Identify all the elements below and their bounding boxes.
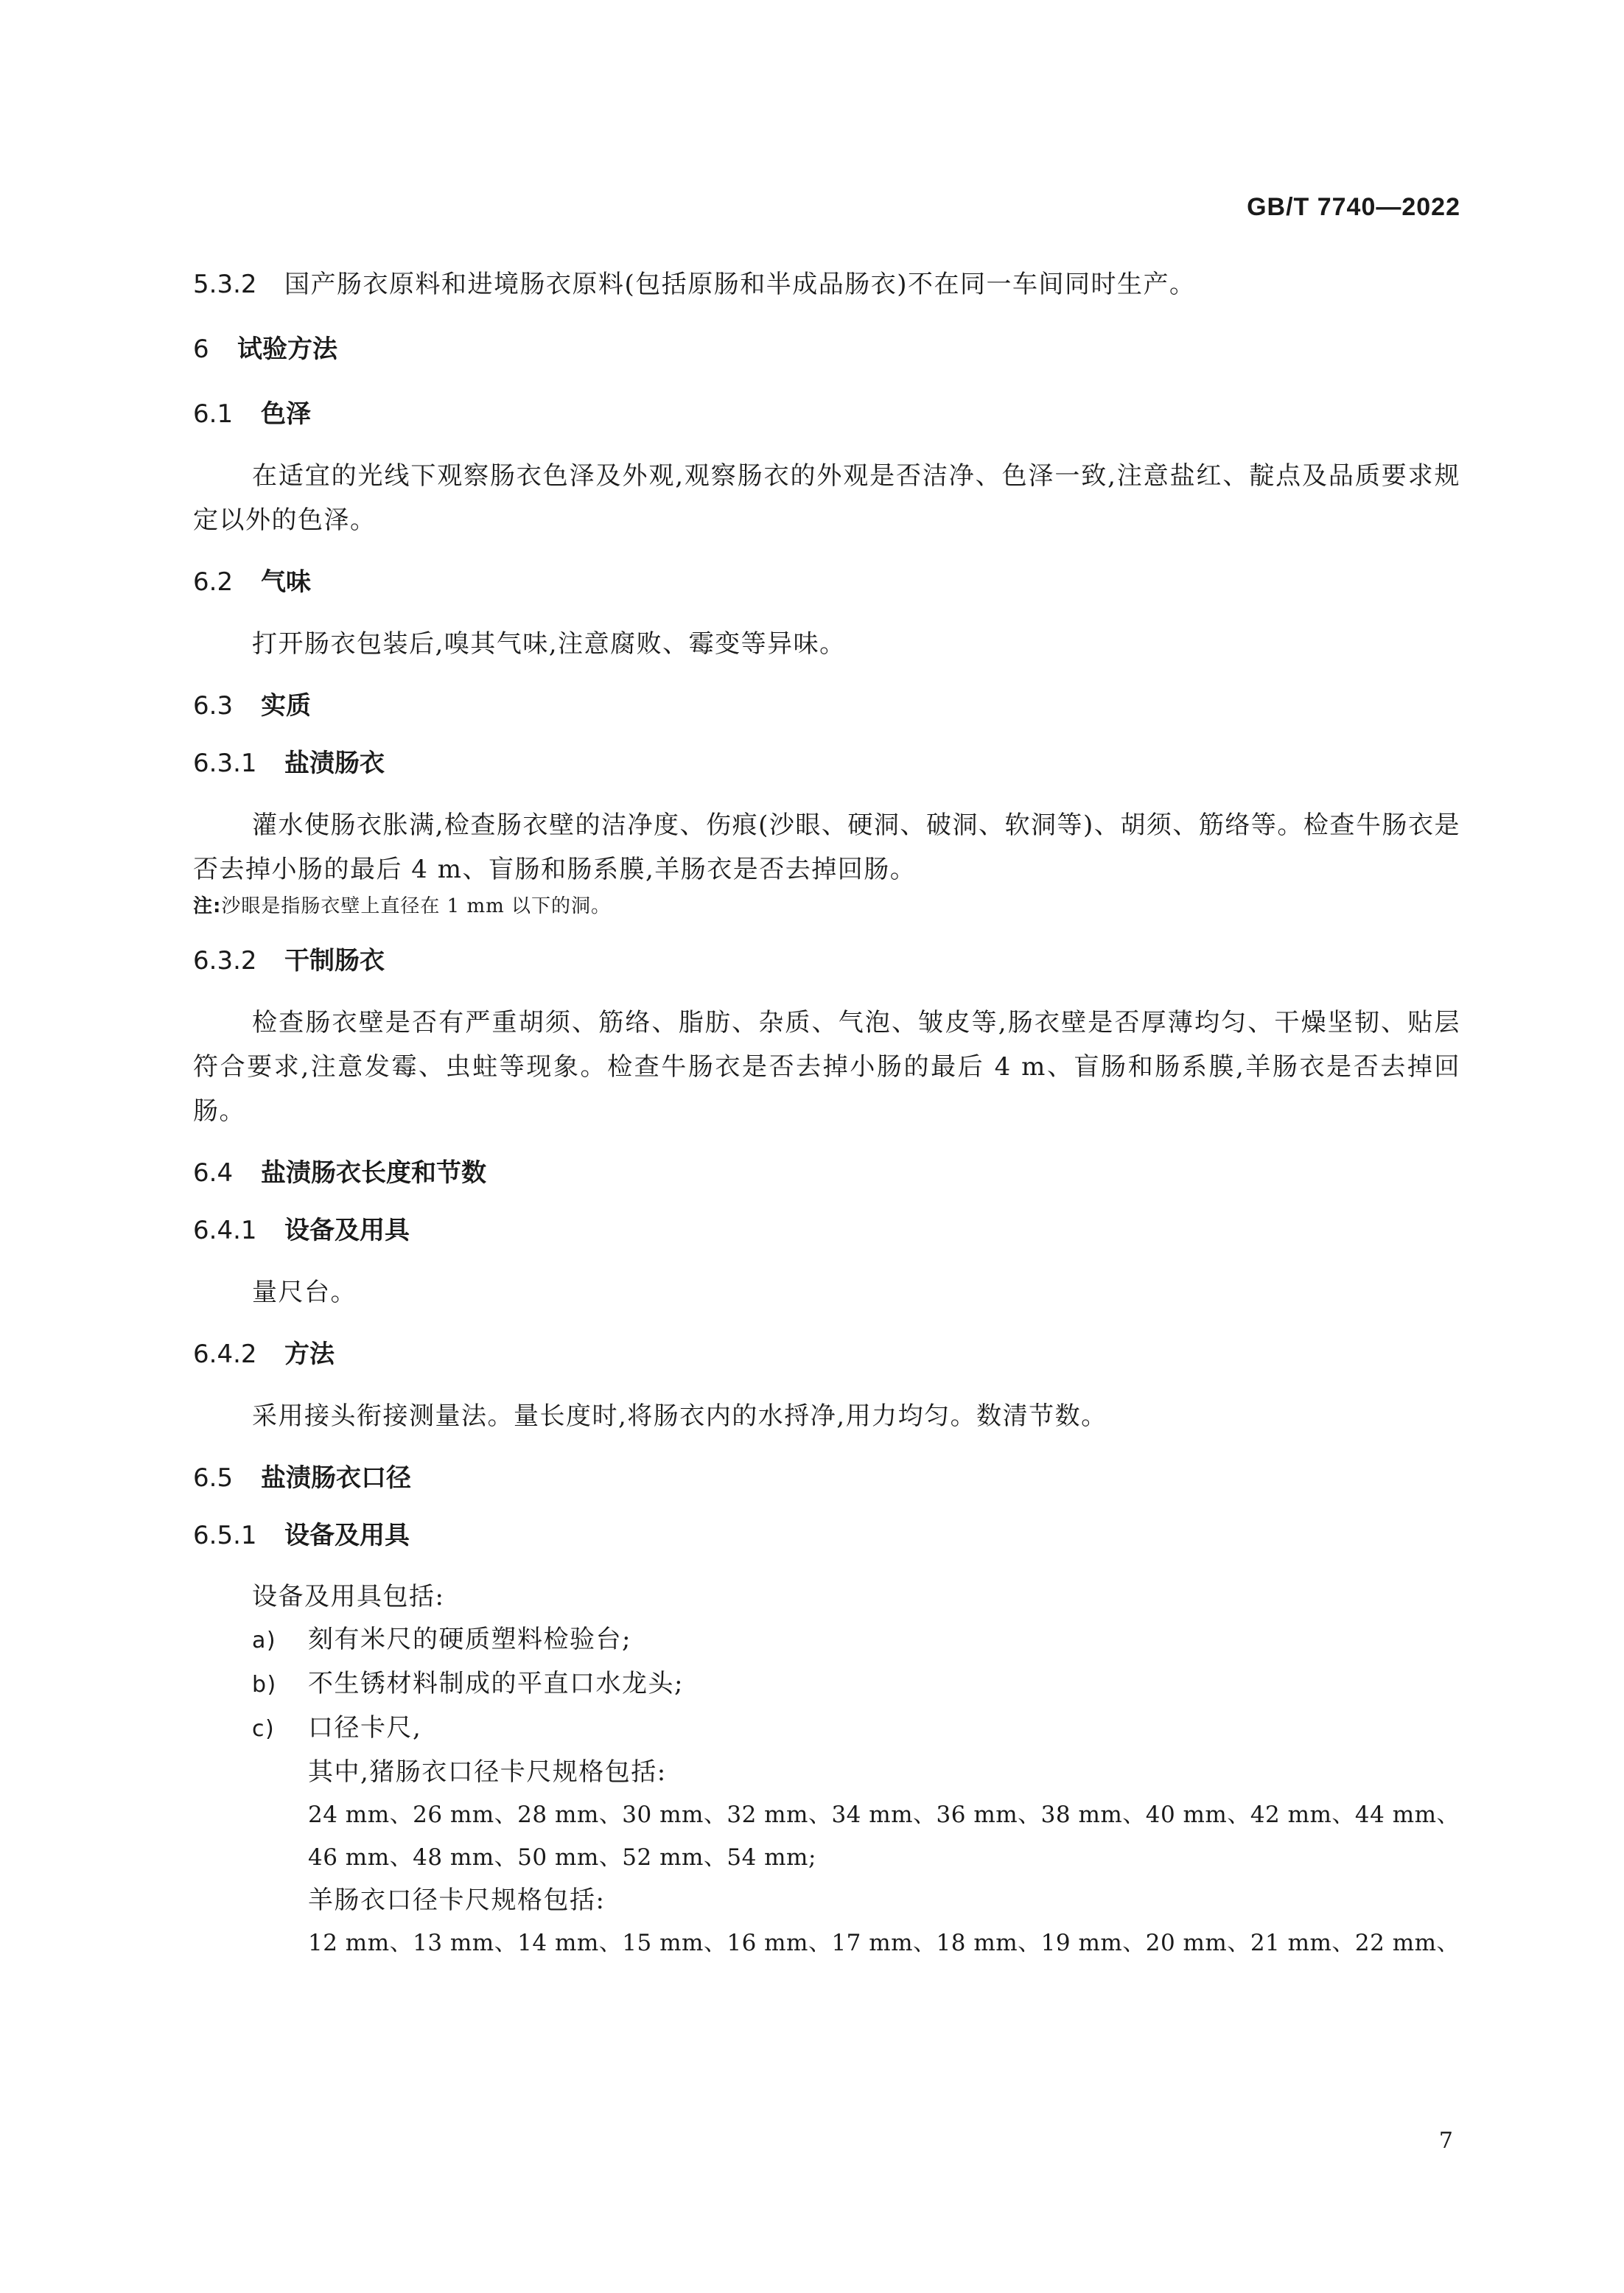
list-item bbox=[193, 1662, 1460, 1706]
pig-specs-line-1: 24 mm、26 mm、28 mm、30 mm、32 mm、34 mm、36 mm、38 mm、40 mm、42 mm、44 mm、 bbox=[308, 1802, 1460, 1828]
heading-number: 6 bbox=[193, 335, 209, 364]
section-5-3-2 bbox=[193, 267, 1460, 302]
heading-6-4-1 bbox=[193, 1213, 1460, 1248]
paragraph-6-4-2: 采用接头衔接测量法。量长度时,将肠衣内的水捋净,用力均匀。数清节数。 bbox=[252, 1401, 1107, 1431]
heading-number: 6.4.2 bbox=[193, 1340, 257, 1369]
standard-code: GB/T 7740—2022 bbox=[1247, 193, 1460, 221]
list-marker: c) bbox=[252, 1716, 276, 1742]
heading-number: 6.5 bbox=[193, 1463, 234, 1493]
heading-title: 设备及用具 bbox=[284, 1521, 410, 1550]
heading-6-3-2 bbox=[193, 943, 1460, 979]
sheep-specs-intro: 羊肠衣口径卡尺规格包括: bbox=[308, 1886, 606, 1915]
list-marker: a) bbox=[252, 1628, 277, 1653]
heading-6-1 bbox=[193, 396, 1460, 432]
paragraph-6-3-2: 检查肠衣壁是否有严重胡须、筋络、脂肪、杂质、气泡、皱皮等,肠衣壁是否厚薄均匀、干燥坚韧、贴层符合要求,注意发霉、虫蛀等现象。检查牛肠衣是否去掉小肠的最后 4 m、盲肠和肠系膜,羊肠衣是否去掉回肠。 bbox=[193, 1008, 1460, 1126]
heading-title: 设备及用具 bbox=[284, 1216, 410, 1245]
heading-number: 6.3 bbox=[193, 691, 234, 721]
heading-title: 方法 bbox=[284, 1340, 335, 1369]
pig-specs-line-2: 46 mm、48 mm、50 mm、52 mm、54 mm; bbox=[308, 1844, 816, 1871]
heading-6-4-2 bbox=[193, 1337, 1460, 1372]
heading-6-5-1 bbox=[193, 1518, 1460, 1553]
heading-title: 盐渍肠衣长度和节数 bbox=[261, 1158, 486, 1188]
note-label: 注: bbox=[193, 895, 222, 917]
paragraph-6-1: 在适宜的光线下观察肠衣色泽及外观,观察肠衣的外观是否洁净、色泽一致,注意盐红、靛点及品质要求规定以外的色泽。 bbox=[193, 461, 1460, 535]
heading-number: 6.3.1 bbox=[193, 749, 257, 778]
heading-6-5 bbox=[193, 1460, 1460, 1496]
document-body bbox=[193, 267, 1460, 1964]
equipment-intro: 设备及用具包括: bbox=[252, 1582, 445, 1611]
heading-title: 盐渍肠衣口径 bbox=[261, 1463, 411, 1493]
paragraph-6-4-1: 量尺台。 bbox=[252, 1278, 357, 1307]
heading-6-3 bbox=[193, 688, 1460, 724]
heading-number: 6.5.1 bbox=[193, 1521, 257, 1550]
pig-specs-intro: 其中,猪肠衣口径卡尺规格包括: bbox=[308, 1757, 667, 1787]
note-6-3-1 bbox=[193, 892, 1460, 921]
list-text: 刻有米尺的硬质塑料检验台; bbox=[308, 1625, 631, 1654]
heading-number: 6.1 bbox=[193, 399, 234, 429]
section-text: 国产肠衣原料和进境肠衣原料(包括原肠和半成品肠衣)不在同一车间同时生产。 bbox=[284, 270, 1196, 299]
sheep-specs-line-1: 12 mm、13 mm、14 mm、15 mm、16 mm、17 mm、18 mm、19 mm、20 mm、21 mm、22 mm、 bbox=[308, 1930, 1460, 1956]
list-item bbox=[193, 1706, 1460, 1751]
heading-6-3-1 bbox=[193, 746, 1460, 781]
page-number: 7 bbox=[1438, 2128, 1453, 2154]
list-item bbox=[193, 1618, 1460, 1662]
list-marker: b) bbox=[252, 1672, 277, 1698]
heading-title: 色泽 bbox=[261, 399, 311, 429]
list-text: 口径卡尺, bbox=[308, 1713, 422, 1743]
paragraph-6-2: 打开肠衣包装后,嗅其气味,注意腐败、霉变等异味。 bbox=[252, 629, 846, 659]
paragraph-6-3-1: 灌水使肠衣胀满,检查肠衣壁的洁净度、伤痕(沙眼、硬洞、破洞、软洞等)、胡须、筋络等。检查牛肠衣是否去掉小肠的最后 4 m、盲肠和肠系膜,羊肠衣是否去掉回肠。 bbox=[193, 811, 1460, 884]
heading-number: 6.4.1 bbox=[193, 1216, 257, 1245]
heading-6 bbox=[193, 332, 1460, 367]
heading-6-2 bbox=[193, 564, 1460, 600]
heading-title: 试验方法 bbox=[237, 335, 337, 364]
heading-number: 6.2 bbox=[193, 567, 234, 597]
list-text: 不生锈材料制成的平直口水龙头; bbox=[308, 1669, 684, 1698]
section-number: 5.3.2 bbox=[193, 270, 257, 299]
heading-title: 气味 bbox=[261, 567, 311, 597]
heading-number: 6.3.2 bbox=[193, 946, 257, 976]
heading-title: 干制肠衣 bbox=[284, 946, 385, 976]
heading-number: 6.4 bbox=[193, 1158, 234, 1188]
heading-title: 实质 bbox=[261, 691, 311, 721]
heading-6-4 bbox=[193, 1155, 1460, 1191]
note-text: 沙眼是指肠衣壁上直径在 1 mm 以下的洞。 bbox=[221, 895, 612, 917]
heading-title: 盐渍肠衣 bbox=[284, 749, 385, 778]
